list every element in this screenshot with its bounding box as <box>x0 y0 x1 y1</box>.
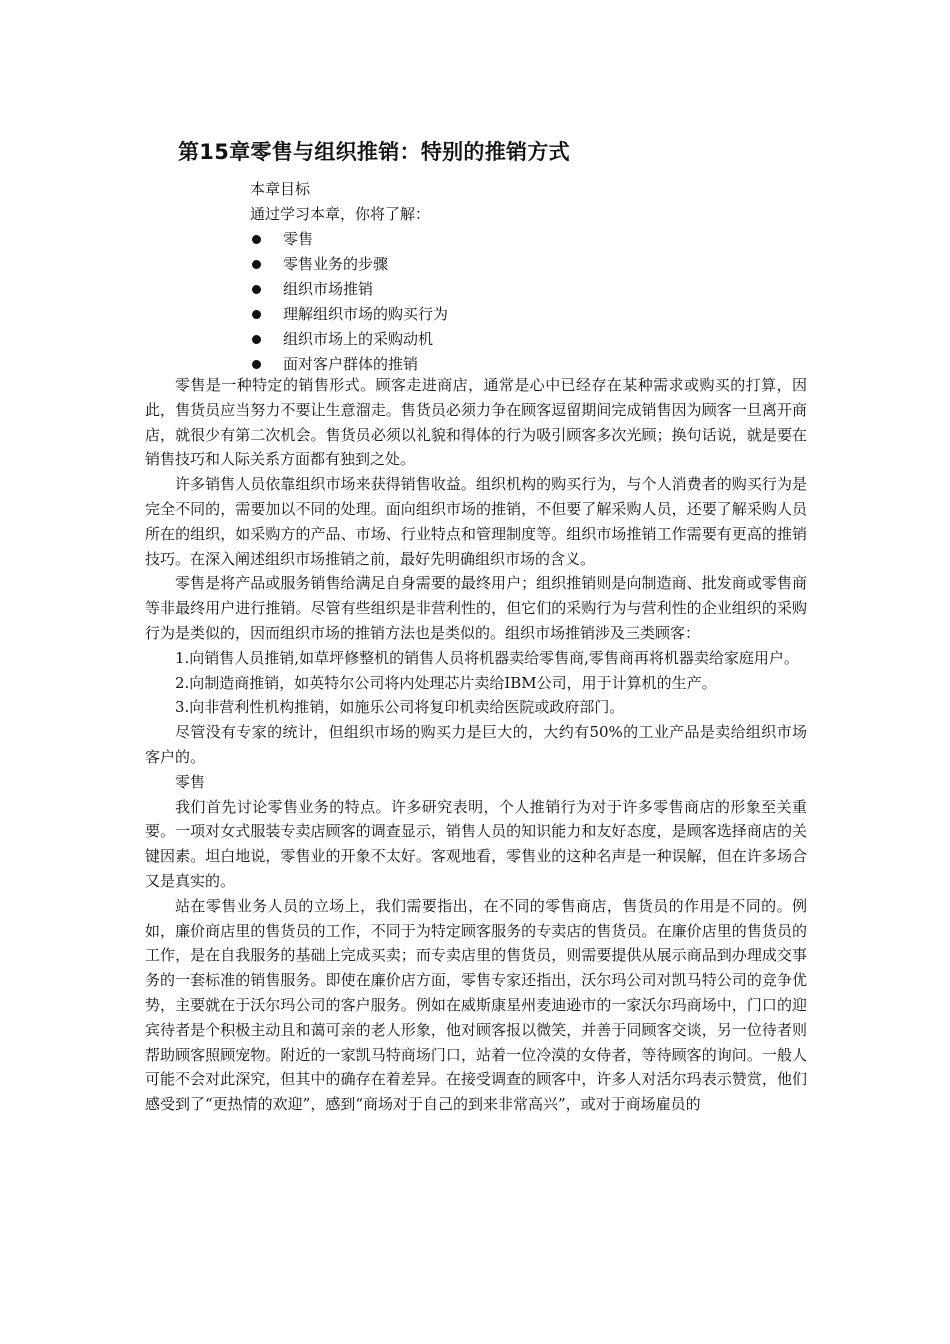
list-item: 面对客户群体的推销 <box>250 352 448 377</box>
body-text <box>145 373 807 1117</box>
list-item: 理解组织市场的购买行为 <box>250 302 448 327</box>
list-item: 零售 <box>250 227 448 252</box>
section-heading: 零售 <box>175 772 206 791</box>
paragraph: 1.向销售人员推销,如草坪修整机的销售人员将机器卖给零售商,零售商再将机器卖给家庭用户。 <box>175 648 799 667</box>
paragraph: 2.向制造商推销，如英特尔公司将内处理芯片卖给IBM公司，用于计算机的生产。 <box>175 673 717 692</box>
paragraph: 3.向非营利性机构推销，如施乐公司将复印机卖给医院或政府部门。 <box>175 698 625 717</box>
bullet-icon <box>252 260 261 269</box>
list-item: 组织市场上的采购动机 <box>250 327 448 352</box>
chapter-objectives <box>250 177 448 377</box>
paragraph: 许多销售人员依靠组织市场来获得销售收益。组织机构的购买行为，与个人消费者的购买行为是完全不同的，需要加以不同的处理。面向组织市场的推销，不但要了解采购人员，还要了解采购人员所在的组织，如采购方的产品、市场、行业特点和管理制度等。组织市场推销工作需要有更高的推销技巧。在深入阐述组织市场推销之前，最好先明确组织市场的含义。 <box>145 475 807 568</box>
objectives-intro: 通过学习本章，你将了解： <box>250 205 431 223</box>
bullet-icon <box>252 310 261 319</box>
chapter-title: 第15章零售与组织推销：特别的推销方式 <box>178 140 570 164</box>
bullet-icon <box>252 335 261 344</box>
objectives-heading: 本章目标 <box>250 180 311 198</box>
list-item: 组织市场推销 <box>250 277 448 302</box>
objectives-list <box>250 227 448 377</box>
paragraph: 零售是一种特定的销售形式。顾客走进商店，通常是心中已经存在某种需求或购买的打算，因此，售货员应当努力不要让生意溜走。售货员必须力争在顾客逗留期间完成销售因为顾客一旦离开商店，就很少有第二次机会。售货员必须以礼貌和得体的行为吸引顾客多次光顾；换句话说，就是要在销售技巧和人际关系方面都有独到之处。 <box>145 376 807 469</box>
bullet-icon <box>252 235 261 244</box>
bullet-icon <box>252 285 261 294</box>
paragraph: 站在零售业务人员的立场上，我们需要指出，在不同的零售商店，售货员的作用是不同的。例如，廉价商店里的售货员的工作，不同于为特定顾客服务的专卖店的售货员。在廉价店里的售货员的工作，是在自我服务的基础上完成买卖；而专卖店里的售货员，则需要提供从展示商品到办理成交事务的一套标准的销售服务。即使在廉价店方面，零售专家还指出，沃尔玛公司对凯马特公司的竞争优势，主要就在于沃尔玛公司的客户服务。例如在威斯康星州麦迪逊市的一家沃尔玛商场中，门口的迎宾待者是个积极主动且和蔼可亲的老人形象，他对顾客报以微笑，并善于同顾客交谈，另一位待者则帮助顾客照顾宠物。附近的一家凯马特商场门口，站着一位冷漠的女侍者，等待顾客的询问。一般人可能不会对此深究，但其中的确存在着差异。在接受调查的顾客中，许多人对活尔玛表示赞赏，他们感受到了“更热情的欢迎”，感到“商场对于自己的到来非常高兴”，或对于商场雇员的 <box>145 896 807 1114</box>
paragraph: 我们首先讨论零售业务的特点。许多研究表明，个人推销行为对于许多零售商店的形象至关重要。一项对女式服装专卖店顾客的调查显示，销售人员的知识能力和友好态度，是顾客选择商店的关键因素。坦白地说，零售业的开象不太好。客观地看，零售业的这种名声是一种误解，但在许多场合又是真实的。 <box>145 797 807 890</box>
list-item: 零售业务的步骤 <box>250 252 448 277</box>
paragraph: 零售是将产品或服务销售给满足自身需要的最终用户；组织推销则是向制造商、批发商或零售商等非最终用户进行推销。尽管有些组织是非营利性的，但它们的采购行为与营利性的企业组织的采购行为是类似的，因而组织市场的推销方法也是类似的。组织市场推销涉及三类顾客： <box>145 574 807 642</box>
paragraph: 尽管没有专家的统计，但组织市场的购买力是巨大的，大约有50%的工业产品是卖给组织市场客户的。 <box>145 723 807 766</box>
bullet-icon <box>252 360 261 369</box>
